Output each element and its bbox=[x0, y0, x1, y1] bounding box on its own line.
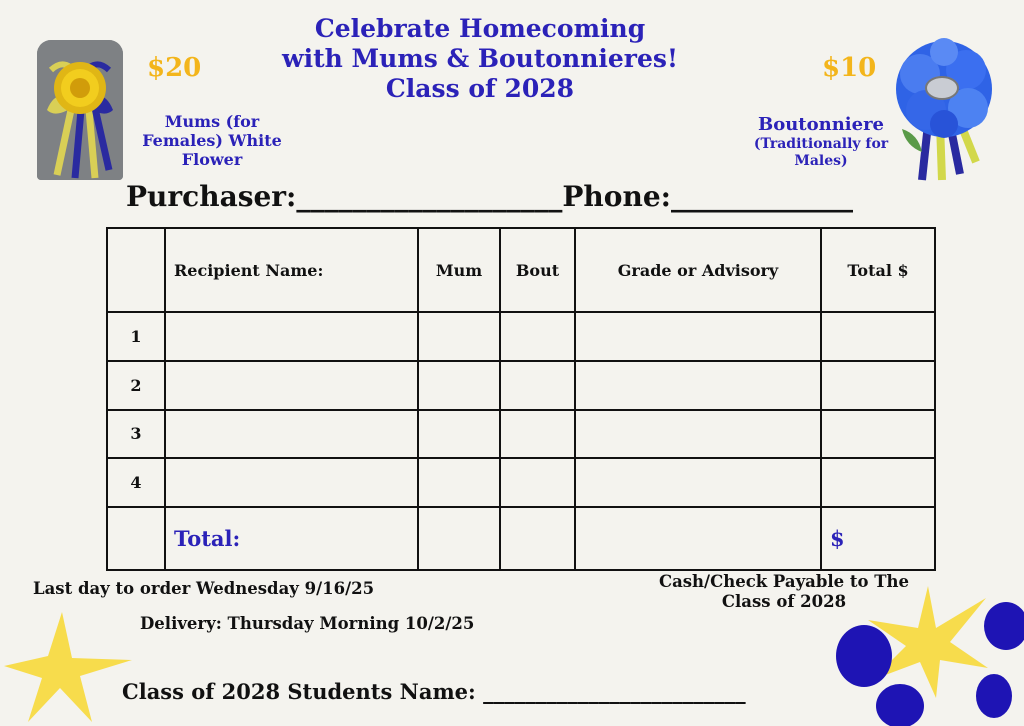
student-name-line[interactable]: Class of 2028 Students Name: _________________________ bbox=[122, 679, 746, 704]
recipient-cell[interactable] bbox=[165, 410, 418, 459]
table-row bbox=[107, 458, 935, 507]
table-row bbox=[107, 361, 935, 410]
total-dollar-cell[interactable]: $ bbox=[821, 507, 935, 570]
table-row bbox=[107, 410, 935, 459]
table-total-row bbox=[107, 507, 935, 570]
grade-cell[interactable] bbox=[575, 312, 821, 361]
total-mum-cell[interactable] bbox=[418, 507, 500, 570]
delivery-note: Delivery: Thursday Morning 10/2/25 bbox=[140, 614, 475, 633]
title-line-3: Class of 2028 bbox=[385, 74, 575, 103]
header-bout: Bout bbox=[500, 228, 575, 312]
table-row bbox=[107, 312, 935, 361]
row-number: 2 bbox=[107, 361, 165, 410]
bout-cell[interactable] bbox=[500, 361, 575, 410]
bout-cell[interactable] bbox=[500, 312, 575, 361]
recipient-cell[interactable] bbox=[165, 361, 418, 410]
mum-cell[interactable] bbox=[418, 312, 500, 361]
row-number: 4 bbox=[107, 458, 165, 507]
grade-cell[interactable] bbox=[575, 361, 821, 410]
boutonniere-sublabel bbox=[732, 136, 910, 170]
recipient-cell[interactable] bbox=[165, 312, 418, 361]
page-title bbox=[230, 14, 730, 104]
total-bout-cell[interactable] bbox=[500, 507, 575, 570]
bout-cell[interactable] bbox=[500, 410, 575, 459]
title-line-1: Celebrate Homecoming bbox=[314, 14, 646, 43]
table-header-row bbox=[107, 228, 935, 312]
last-day-note: Last day to order Wednesday 9/16/25 bbox=[33, 579, 375, 598]
mum-label-line-1: Mums (for bbox=[164, 112, 260, 131]
mum-label bbox=[118, 112, 306, 169]
mum-flower-icon bbox=[37, 40, 123, 180]
row-number: 1 bbox=[107, 312, 165, 361]
blue-dots-icon bbox=[830, 600, 1024, 726]
grade-cell[interactable] bbox=[575, 458, 821, 507]
mum-cell[interactable] bbox=[418, 410, 500, 459]
total-cell[interactable] bbox=[821, 312, 935, 361]
mum-cell[interactable] bbox=[418, 458, 500, 507]
total-label: Total: bbox=[165, 507, 418, 570]
total-cell[interactable] bbox=[821, 458, 935, 507]
total-grade-cell bbox=[575, 507, 821, 570]
boutonniere-price: $10 bbox=[822, 53, 877, 83]
bout-cell[interactable] bbox=[500, 458, 575, 507]
yellow-star-left-icon bbox=[0, 600, 140, 726]
mum-photo bbox=[37, 40, 123, 180]
purchaser-phone-line[interactable]: Purchaser:___________________Phone:_____________ bbox=[126, 180, 853, 213]
payable-line-1: Cash/Check Payable to The bbox=[658, 572, 910, 591]
payable-line-2: Class of 2028 bbox=[721, 592, 847, 611]
order-table bbox=[106, 227, 936, 571]
total-number-cell bbox=[107, 507, 165, 570]
total-cell[interactable] bbox=[821, 361, 935, 410]
row-number: 3 bbox=[107, 410, 165, 459]
boutonniere-label: Boutonniere bbox=[757, 114, 885, 135]
mum-label-line-3: Flower bbox=[181, 150, 243, 169]
mum-price: $20 bbox=[147, 53, 202, 83]
header-number bbox=[107, 228, 165, 312]
mum-label-line-2: Females) White bbox=[142, 131, 282, 150]
header-grade: Grade or Advisory bbox=[575, 228, 821, 312]
boutonniere-sub-line-2: Males) bbox=[794, 153, 848, 169]
grade-cell[interactable] bbox=[575, 410, 821, 459]
boutonniere-sub-line-1: (Traditionally for bbox=[753, 136, 889, 152]
title-line-2: with Mums & Boutonnieres! bbox=[282, 44, 678, 73]
mum-cell[interactable] bbox=[418, 361, 500, 410]
total-cell[interactable] bbox=[821, 410, 935, 459]
header-mum: Mum bbox=[418, 228, 500, 312]
header-recipient: Recipient Name: bbox=[165, 228, 418, 312]
recipient-cell[interactable] bbox=[165, 458, 418, 507]
header-total: Total $ bbox=[821, 228, 935, 312]
